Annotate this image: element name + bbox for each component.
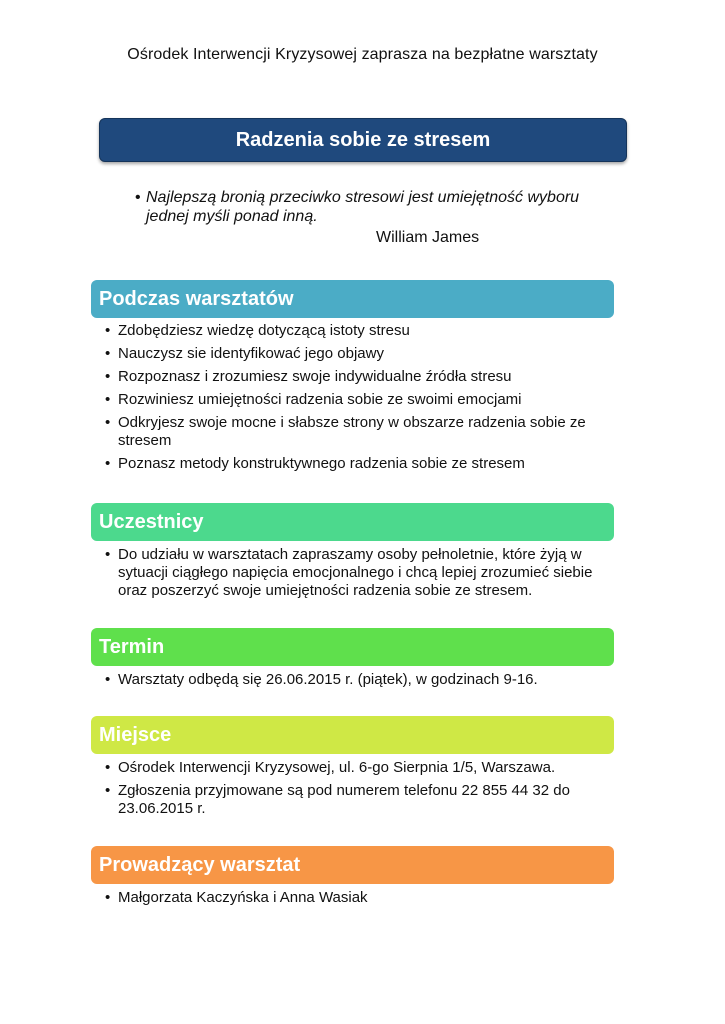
- section-list-hosts: [105, 889, 605, 912]
- list-item: • Rozwiniesz umiejętności radzenia sobie ze swoimi emocjami: [105, 391, 605, 409]
- section-header-hosts: [91, 846, 614, 884]
- title-banner: [99, 118, 627, 162]
- section-header-place: [91, 716, 614, 754]
- quote-author: William James: [376, 229, 480, 246]
- section-list-workshop: [105, 322, 605, 478]
- section-heading: Podczas warsztatów: [99, 287, 294, 310]
- section-header-participants: [91, 503, 614, 541]
- section-list-participants: [105, 546, 600, 605]
- section-heading: Miejsce: [99, 723, 172, 746]
- list-item: • Do udziału w warsztatach zapraszamy osoby pełnoletnie, które żyją w sytuacji ciągłego napięcia emocjonalnego i chcą lepiej zrozumieć siebie oraz poszerzyć swoje umiejętności radzenia sobie ze stresem.: [105, 546, 600, 600]
- list-item: • Warsztaty odbędą się 26.06.2015 r. (piątek), w godzinach 9-16.: [105, 671, 605, 689]
- quote-text: • Najlepszą bronią przeciwko stresowi jest umiejętność wyboru jednej myśli ponad inną.: [135, 188, 615, 226]
- list-item: • Odkryjesz swoje mocne i słabsze strony w obszarze radzenia sobie ze stresem: [105, 414, 605, 450]
- section-header-date: [91, 628, 614, 666]
- list-item: • Nauczysz sie identyfikować jego objawy: [105, 345, 605, 363]
- section-header-workshop: [91, 280, 614, 318]
- list-item: • Poznasz metody konstruktywnego radzenia sobie ze stresem: [105, 455, 605, 473]
- list-item: • Małgorzata Kaczyńska i Anna Wasiak: [105, 889, 605, 907]
- list-item: • Rozpoznasz i zrozumiesz swoje indywidualne źródła stresu: [105, 368, 605, 386]
- page-title: Radzenia sobie ze stresem: [235, 128, 491, 151]
- intro-line: Ośrodek Interwencji Kryzysowej zaprasza na bezpłatne warsztaty: [127, 46, 598, 63]
- list-item: • Zdobędziesz wiedzę dotyczącą istoty stresu: [105, 322, 605, 340]
- list-item: • Ośrodek Interwencji Kryzysowej, ul. 6-go Sierpnia 1/5, Warszawa.: [105, 759, 590, 777]
- section-heading: Prowadzący warsztat: [99, 853, 301, 876]
- section-heading: Termin: [99, 635, 165, 658]
- list-item: • Zgłoszenia przyjmowane są pod numerem telefonu 22 855 44 32 do 23.06.2015 r.: [105, 782, 590, 818]
- section-heading: Uczestnicy: [99, 510, 204, 533]
- quote-block: [135, 188, 615, 247]
- section-list-date: [105, 671, 605, 694]
- section-list-place: [105, 759, 590, 823]
